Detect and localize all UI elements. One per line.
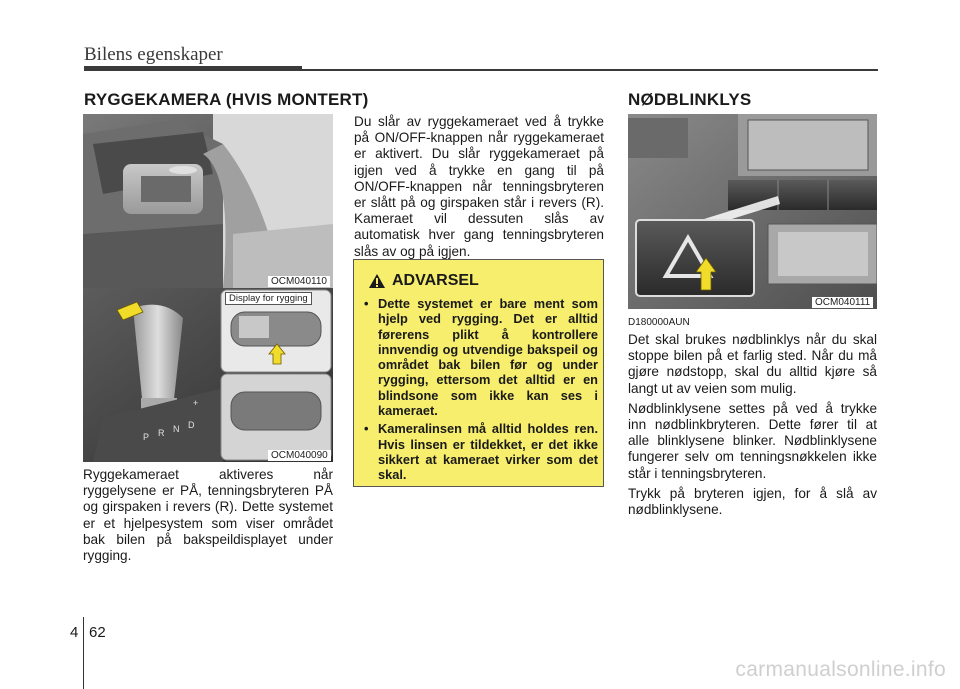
svg-text:P: P [143, 432, 150, 442]
chapter-number: 4 [70, 624, 79, 641]
figure-code-label: OCM040110 [268, 276, 330, 287]
rear-car-photo [83, 114, 333, 288]
warning-list [364, 296, 598, 486]
warning-box [353, 259, 604, 487]
warning-header [368, 272, 479, 290]
section-title-rear-camera: RYGGEKAMERA (HVIS MONTERT) [84, 90, 369, 109]
header-rule-thick [84, 66, 302, 71]
svg-text:D: D [188, 420, 195, 430]
running-header: Bilens egenskaper [84, 44, 223, 65]
hazard-paragraph: Det skal brukes nødblinklys når du skal stoppe bilen på et farlig sted. Når du må gjøre nødstopp, skal du alltid kjøre så langt ut av veien som mulig. [628, 332, 877, 396]
page-number: 62 [89, 624, 106, 641]
svg-text:+: + [193, 398, 199, 408]
figure-code-label: OCM040111 [812, 297, 873, 308]
warning-item: • Kameralinsen må alltid holdes ren. Hvis linsen er tildekket, er det ikke sikkert at kameraet virker som det skal. [364, 421, 598, 482]
display-callout-label: Display for rygging [225, 292, 312, 305]
hazard-switch-photo [628, 114, 877, 309]
warning-item: • Dette systemet er bare ment som hjelp ved rygging. Det er alltid førerens plikt å kontrollere innvendig og utvendige bakspeil og området bak bilen før og under rygging, ettersom det alltid er en blindsone som ikke kan ses i kameraet. [364, 296, 598, 418]
camera-off-paragraph: Du slår av ryggekameraet ved å trykke på ON/OFF-knappen når ryggekameraet er aktivert. Du slår ryggekameraet på igjen ved å trykke en gang til på ON/OFF-knappen når tenningsbryteren er slått på og girspaken står i revers (R). Kameraet vil dessuten slås av automatisk hver gang tenningsbryteren slås av og på igjen. [354, 114, 604, 259]
watermark: carmanualsonline.info [735, 658, 946, 681]
footer-divider [83, 617, 84, 689]
header-rule-thin [302, 69, 878, 71]
hazard-lights-text [628, 332, 877, 522]
figure-code-label: OCM040090 [268, 450, 331, 461]
hazard-paragraph: Nødblinklysene settes på ved å trykke inn nødblinkbryteren. Dette fører til at alle blinklysene blinker. Nødblinklysene fungerer selv om tenningsnøkkelen ikke står i tenningsbryteren. [628, 400, 877, 481]
hazard-paragraph: Trykk på bryteren igjen, for å slå av nødblinklysene. [628, 485, 877, 518]
warning-title: ADVARSEL [392, 272, 479, 289]
section-code: D180000AUN [628, 317, 690, 328]
shift-lever-mirror-photo [83, 288, 333, 462]
camera-activation-paragraph: Ryggekameraet aktiveres når ryggelysene er PÅ, tenningsbryteren PÅ og girspaken i revers (R). Dette systemet er et hjelpesystem som viser området bak bilen på bakspeildisplayet under rygging. [83, 467, 333, 564]
svg-text:R: R [158, 428, 165, 438]
svg-text:N: N [173, 424, 180, 434]
warning-triangle-icon [368, 273, 386, 289]
section-title-hazard-lights: NØDBLINKLYS [628, 90, 752, 109]
